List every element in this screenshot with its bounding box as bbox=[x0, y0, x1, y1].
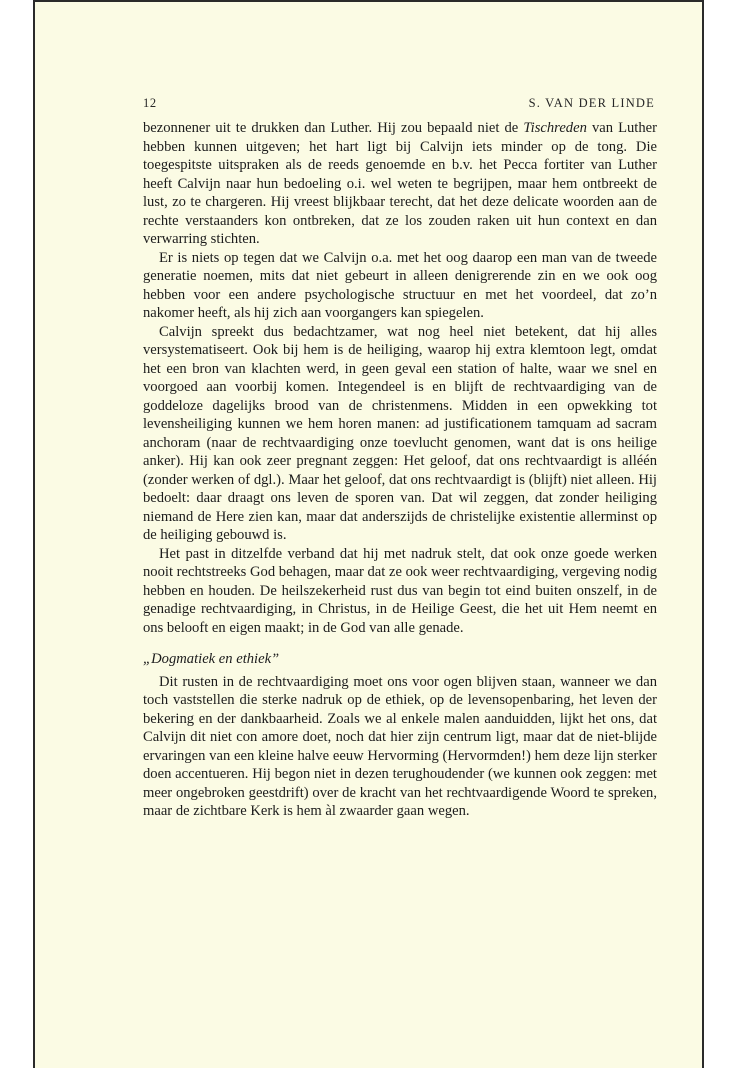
running-head bbox=[143, 96, 655, 112]
page-number: 12 bbox=[143, 96, 157, 110]
section-paragraph: Dit rusten in de rechtvaardiging moet ons voor ogen blijven staan, wanneer we dan toch vaststellen die sterke nadruk op de ethiek, op de levensopenbaring, het leven der bekering en der dankbaarheid. Zoals we al enkele malen aanduidden, lijkt het ons, dat Calvijn dit niet con amore doet, noch dat hier zijn centrum ligt, maar dat de niet-blijde ervaringen van een kleine halve eeuw Hervorming (Hervormden!) hem deze lijn sterker doen accentueren. Hij begon niet in dezen terughoudender (we kunnen ook zeggen: met meer ongebroken geestdrift) over de kracht van het rechtvaardigende Woord te spreken, maar de zichtbare Kerk is hem àl zwaarder gaan wegen. bbox=[143, 673, 657, 819]
paragraph-1-before: bezonnener uit te drukken dan Luther. Hij zou bepaald niet de bbox=[143, 120, 524, 136]
paragraph-3: Calvijn spreekt dus bedachtzamer, wat nog heel niet betekent, dat hij alles versystematiseert. Ook bij hem is de heiliging, waarop hij extra klemtoon legt, omdat het een bron van klachten werd, in geen geval een station of halte, waar we snel en voorgoed aan voorbij komen. Integendeel is en blijft de rechtvaardiging van de goddeloze dagelijks brood van de christenmens. Midden in een opwekking tot levensheiliging kunnen we hem horen manen: ad justificationem tamquam ad sacram anchoram (naar de rechtvaardiging onze toevlucht genomen, want dat is ons heilige anker). Hij kan ook zeer pregnant zeggen: Het geloof, dat ons rechtvaardigt is alléén (zonder werken of dgl.). Maar het geloof, dat ons rechtvaardigt is (blijft) niet alleen. Hij bedoelt: daar draagt ons leven de sporen van. Dat wil zeggen, dat zonder heiliging niemand de Here zien kan, maar dat anderszijds de christelijke existentie allerminst op de heiliging gebouwd is. bbox=[143, 323, 657, 543]
tischreden-title: Tischreden bbox=[523, 120, 587, 136]
author-name: S. VAN DER LINDE bbox=[528, 96, 655, 110]
paragraph-2: Er is niets op tegen dat we Calvijn o.a. met het oog daarop een man van de tweede generatie noemen, mits dat niet gebeurt in alleen denigrerende zin en we ook oog hebben voor een andere psychologische structuur en met het voordeel, dat zo’n nakomer heeft, als hij zich aan voorgangers kan spiegelen. bbox=[143, 249, 657, 321]
paragraph-1 bbox=[143, 119, 657, 249]
section-heading: „Dogmatiek en ethiek” bbox=[143, 651, 280, 667]
body-text bbox=[143, 119, 657, 821]
paragraph-4: Het past in ditzelfde verband dat hij met nadruk stelt, dat ook onze goede werken nooit rechtstreeks God behagen, maar dat ze ook weer rechtvaardiging, vergeving nodig hebben en houden. De heilszekerheid rust dus van begin tot eind buiten onszelf, in de genadige rechtvaardiging, in Christus, in de Heilige Geest, die het uit Hem neemt en ons belooft en eigen maakt; in de God van alle genade. bbox=[143, 545, 657, 636]
paragraph-1-after: van Luther hebben kunnen uitgeven; het hart ligt bij Calvijn iets minder op de tong. Die toegespitste uitspraken als de reeds genoemde en b.v. het Pecca fortiter van Luther heeft Calvijn naar hun bedoeling o.i. wel weten te begrijpen, maar hem ontbreekt de lust, zo te chargeren. Hij vreest blijkbaar terecht, dat het deze delicate woorden aan de rechte verstaanders kon ontbreken, dat ze los zouden raken uit hun context en dan verwarring stichten. bbox=[143, 120, 657, 247]
